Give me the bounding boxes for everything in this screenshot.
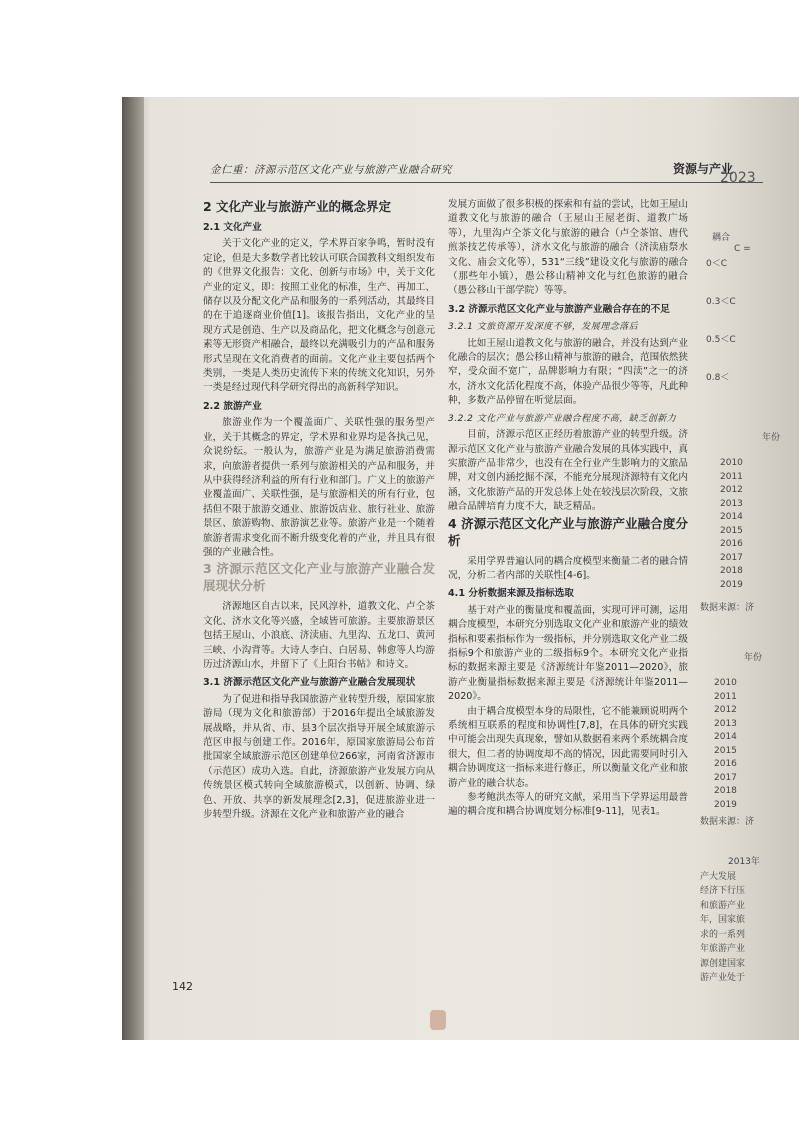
right-column-h4-2: 3.2.1 文旅资源开发深度不够，发展理念落后 [448,322,639,333]
side-range: 0.5＜C [706,335,736,345]
right-column-h3-1: 3.2 济源示范区文化产业与旅游产业融合存在的不足 [448,303,670,315]
side-year: 2016 [720,539,743,549]
header-journal-name: 资源与产业 [672,162,733,176]
side-year: 2010 [720,458,743,468]
side-year: 2018 [714,786,737,796]
right-column-h2-6: 4 济源示范区文化产业与旅游产业融合度分析 [448,515,688,548]
right-column-h3-8: 4.1 分析数据来源及指标选取 [448,588,574,600]
side-text-line: 求的一系列 [700,929,746,940]
left-column-h3-1: 2.1 文化产业 [203,222,262,233]
side-year-label: 年份 [744,653,763,663]
side-year: 2017 [720,552,743,563]
side-year: 2012 [720,485,743,495]
right-column-p-0: 发展方面做了很多积极的探索和有益的尝试，比如王屋山道教文化与旅游的融合（王屋山王屋老街、道教广场等），九里沟卢仝茶文化与旅游的融合（卢仝茶馆、唐代煎茶技艺传承等），济水文化与旅游的融合（济渎庙祭水文化、庙会文化等），531“三线”建设文化与旅游的融合（那些年小镇），愚公移山精神文化与红色旅游的融合（愚公移山干部学院）等等。 [448,199,688,297]
left-column-h2-5: 3 济源示范区文化产业与旅游产业融合发展现状分析 [203,561,435,594]
left-column-p-6: 济源地区自古以来，民风淳朴，道教文化、卢仝茶文化、济水文化等兴盛，全域皆可旅游。主要旅游景区包括王屋山、小浪底、济渎庙、九里沟、五龙口、黄河三峡、小沟背等。大诗人李白、白居易、韩愈等人均游历过济源山水，并留下了《上阳台书帖》和诗文。 [203,601,435,670]
running-header [210,160,763,183]
side-c-label: C = [734,244,751,254]
side-year: 2011 [720,471,743,482]
side-text-line: 游产业处于 [700,973,746,983]
right-column-p-9: 基于对产业的衡量度和覆盖面，实现可评可测，运用耦合度模型，本研究分别选取文化产业和旅游产业的绩效指标和要素指标作为一级指标，并分别选取文化产业二级指标9个和旅游产业的二级指标9个。本研究文化产业指标的数据来源主要是《济源统计年鉴2011—2020》，旅游产业衡量指标数据来源主要是《济源统计年鉴2011—2020》。 [448,604,688,703]
side-text-line: 年旅游产业 [700,944,746,954]
side-year: 2015 [714,745,737,756]
side-year: 2017 [714,772,737,783]
side-text-line: 2013年 [728,857,760,867]
right-column-p-10: 由于耦合度模型本身的局限性，它不能兼顾说明两个系统相互联系的程度和协调性[7,8]，在具体的研究实践中可能会出现失真现象，譬如从数据看来两个系统耦合度很大，但二者的协调度却不高的情况，因此需要同时引入耦合协调度这一指标来进行修正，所以衡量文化产业和旅游产业的融合状态。 [448,705,688,789]
left-column-h2-0: 2 文化产业与旅游产业的概念界定 [203,199,392,214]
left-text-column [203,198,435,822]
page-number: 142 [172,980,193,993]
left-column-p-4: 旅游业作为一个覆盖面广、关联性强的服务型产业，关于其概念的界定，学术界和业界均是各执己见，众说纷纭。一般认为，旅游产业是为满足旅游消费需求，向旅游者提供一系列与旅游相关的产品和服务，并从中获得经济利益的所有行业和部门。广义上的旅游产业覆盖面广、关联性强，是与旅游相关的所有行业，包括但不限于旅游交通业、旅游饭店业、旅行社业、旅游景区、旅游购物、旅游演艺业等。旅游产业是一个随着旅游者需求变化而不断升级变化着的产业，并且具有很强的产业融合性。 [203,417,435,558]
right-column-p-7: 采用学界普遍认同的耦合度模型来衡量二者的融合情况，分析二者内部的关联性[4-6]。 [448,555,688,581]
side-year-label: 年份 [762,433,781,443]
right-column-h4-4: 3.2.2 文化产业与旅游产业融合程度不高，缺乏创新力 [448,413,677,424]
side-text-line: 和旅游产业 [700,900,746,911]
right-column-p-5: 目前，济源示范区正经历着旅游产业的转型升级。济源示范区文化产业与旅游产业融合发展的具体实践中，真实旅游产品非常少，也没有在全行业产生影响力的文旅品牌，对文创内涵挖掘不深，不能充分展现济源特有文化内涵，文化旅游产品的开发总体上处在较浅层次阶段，文旅融合品牌培育力度不大，缺乏精品。 [448,429,688,513]
left-column-p-2: 关于文化产业的定义，学术界百家争鸣，暂时没有定论，但是大多数学者比较认可联合国教科文组织发布的《世界文化报告：文化、创新与市场》中，关于文化产业的定义，即：按照工业化的标准，生产、再加工、储存以及分配文化产品和服务的一系列活动，其最终目的在于追逐商业价值[1]。该报告指出，文化产业的呈现方式是创造、生产以及商品化，把文化概念与创意元素等无形资产相融合，最终以充满吸引力的产品和服务形式呈现在文化消费者的面前。文化产业主要包括两个类别，一类是人类历史流传下来的传统文化知识，另外一类是经过现代科学研究得出的高新科学知识。 [203,238,435,394]
side-year: 2014 [720,512,743,522]
left-column-p-8: 为了促进和指导我国旅游产业转型升级，原国家旅游局（现为文化和旅游部）于2016年提出全域旅游发展战略，并从省、市、县3个层次指导开展全域旅游示范区申报与创建工作。2016年，原国家旅游局公布首批国家全域旅游示范区创建单位266家，河南省济源市（示范区）成功入选。自此，济源旅游产业发展方向从传统景区模式转向全域旅游模式，以创新、协调、绿色、开放、共享的新发展理念[2,3]，促进旅游业进一步转型升级。济源在文化产业和旅游产业的融合 [203,693,435,821]
header-year-fragment: 2023 [720,170,756,186]
side-text-line: 产大发展 [700,871,737,882]
side-year: 2011 [714,691,737,702]
side-text-line: 经济下行压 [700,886,746,896]
right-column-p-11: 参考鲍洪杰等人的研究文献，采用当下学界运用最普遍的耦合度和耦合协调度划分标准[9-11]，见表1。 [448,792,688,818]
side-text-line: 源创建国家 [700,958,746,969]
adjacent-page-fragment [700,230,799,990]
side-year: 2019 [720,579,743,590]
thumb-shadow [430,1010,446,1030]
side-range: 0.3＜C [706,297,736,307]
side-year: 2015 [720,525,743,536]
side-year: 2018 [720,566,743,576]
side-year: 2016 [714,759,737,769]
side-year: 2012 [714,705,737,715]
side-text-line: 年，国家旅 [700,915,746,925]
left-column-h3-3: 2.2 旅游产业 [203,400,262,412]
side-year: 2014 [714,732,737,742]
side-table-head: 耦合 [712,233,731,243]
side-source: 数据来源：济 [700,817,755,827]
right-column-p-3: 比如王屋山道教文化与旅游的融合，并没有达到产业化融合的层次；愚公移山精神与旅游的融合，范围依然狭窄，受众面不宽广，品牌影响力有限；“四渎”之一的济水，济水文化活化程度不高，体验产品很少等等，凡此种种，多数产品停留在听觉层面。 [448,337,688,407]
right-text-column [448,198,688,820]
side-year: 2010 [714,678,737,688]
header-article-title: 金仁重：济源示范区文化产业与旅游产业融合研究 [210,164,452,176]
side-range: 0.8＜ [706,373,730,383]
side-source: 数据来源：济 [700,603,755,613]
left-column-h3-7: 3.1 济源示范区文化产业与旅游产业融合发展现状 [203,677,416,689]
side-year: 2019 [714,799,737,810]
side-year: 2013 [720,498,743,509]
side-year: 2013 [714,718,737,729]
side-range: 0＜C [706,259,728,269]
book-spine-shadow [122,97,144,1040]
